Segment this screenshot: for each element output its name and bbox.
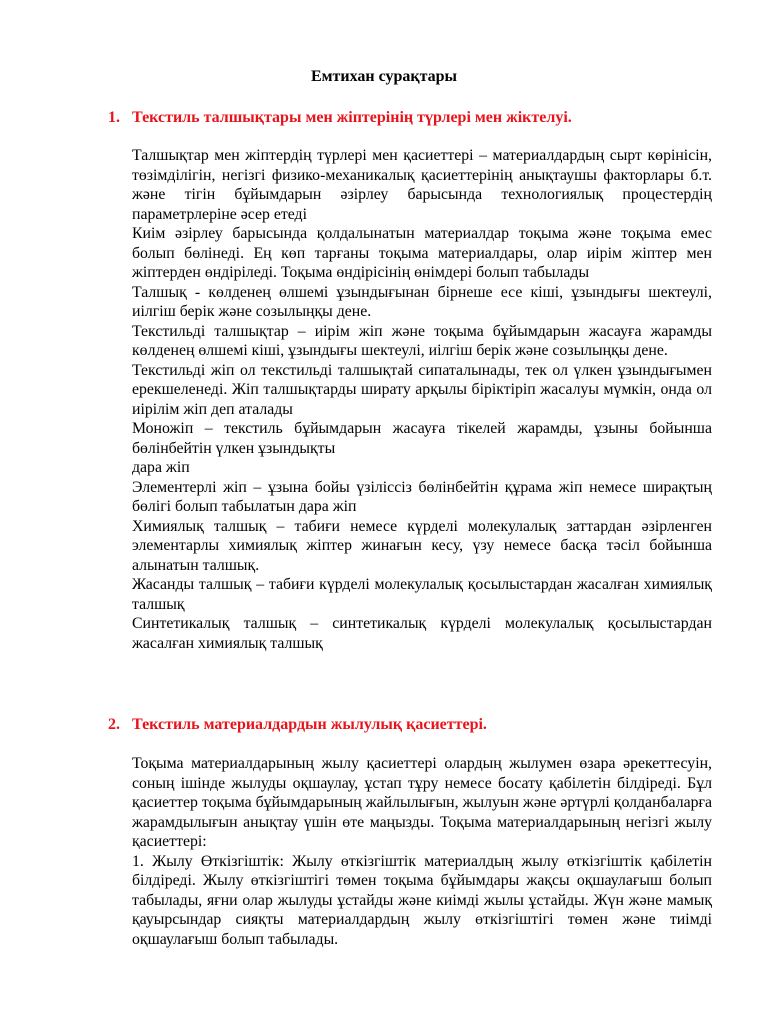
paragraph: Текстильді жіп ол текстильді талшықтай сипаталынады, тек ол үлкен ұзындығымен ерекшеленеді. Жіп талшықтарды ширату арқылы біріктіріп жасалуы мүмкін, онда ол иірілім жіп деп аталады <box>132 361 712 418</box>
section-heading-1 <box>108 108 728 128</box>
section-heading-2 <box>108 715 728 735</box>
paragraph: Элементерлі жіп – ұзына бойы үзіліссіз бөлінбейтін құрама жіп немесе ширақтың бөлігі болып табылатын дара жіп <box>132 478 712 515</box>
paragraph: Талшық - көлденең өлшемі ұзындығынан бірнеше есе кіші, ұзындығы шектеулі, иілгіш берік және созылыңқы дене. <box>132 283 712 320</box>
paragraph: Тоқыма материалдарының жылу қасиеттері олардың жылумен өзара әрекеттесуін, соның ішінде жылуды оқшаулау, ұстап тұру немесе босату қабілетін білдіреді. Бұл қасиеттер тоқыма бұйымдарының жайлылығын, жылуын және әртүрлі қолданбаларға жарамдылығын анықтау үшін өте маңызды. Тоқыма материалдарының негізгі жылу қасиеттері: <box>132 755 712 850</box>
paragraph: Киім әзірлеу барысында қолдалынатын материалдар тоқыма және тоқыма емес болып бөлінеді. Ең көп тарғаны тоқыма материалдары, олар иірім жіптер мен жіптерден өндіріледі. Тоқыма өндірісінің өнімдері болып табылады <box>132 225 712 281</box>
paragraph: Моножіп – текстиль бұйымдарын жасауға тікелей жарамды, ұзыны бойынша бөлінбейтін үлкен ұзындықты <box>132 420 712 457</box>
document-title: Емтихан сурақтары <box>310 68 458 85</box>
paragraph: 1. Жылу Өткізгіштік: Жылу өткізгіштік материалдың жылу өткізгіштік қабілетін білдіреді. Жылу өткізгіштігі төмен тоқыма бұйымдары жақсы оқшаулағыш болып табылады, яғни олар жылуды ұстайды және киімді жылы ұстайды. Жүн және мамық қауырсындар сияқты материалдардың жылу өткізгіштігі төмен және тиімді оқшаулағыш болып табылады. <box>132 852 712 948</box>
paragraph: дара жіп <box>132 459 190 476</box>
section-body-1 <box>132 146 712 653</box>
paragraph: Химиялық талшық – табиғи немесе күрделі молекулалық заттардан әзірленген элементарлы химиялық жіптер жинағын кесу, үзу немесе басқа тәсіл бойынша алынатын талшық. <box>132 517 712 574</box>
paragraph: Синтетикалық талшық – синтетикалық күрделі молекулалық қосылыстардан жасалған химиялық талшық <box>132 615 712 652</box>
paragraph: Талшықтар мен жіптердің түрлері мен қасиеттері – материалдардың сырт көрінісін, төзімділігін, негізгі физико-механикалық қасиеттерінің анықтаушы факторлары б.т. және тігін бұйымдарын әзірлеу барысында технологиялық процестердің параметрлеріне әсер етеді <box>132 147 712 223</box>
section-number: 1. <box>108 109 120 126</box>
section-title: Текстиль материалдардын жылулық қасиеттері. <box>132 716 487 733</box>
section-title: Текстиль талшықтары мен жіптерінің түрлері мен жіктелуі. <box>132 109 572 126</box>
paragraph: Текстильді талшықтар – иірім жіп және тоқыма бұйымдарын жасауға жарамды көлденең өлшемі кіші, ұзындығы шектеулі, иілгіш берік және созылыңқы дене. <box>132 322 712 359</box>
section-body-2 <box>132 754 712 949</box>
paragraph: Жасанды талшық – табиғи күрделі молекулалық қосылыстардан жасалған химиялық талшық <box>132 576 712 613</box>
section-number: 2. <box>108 716 120 733</box>
